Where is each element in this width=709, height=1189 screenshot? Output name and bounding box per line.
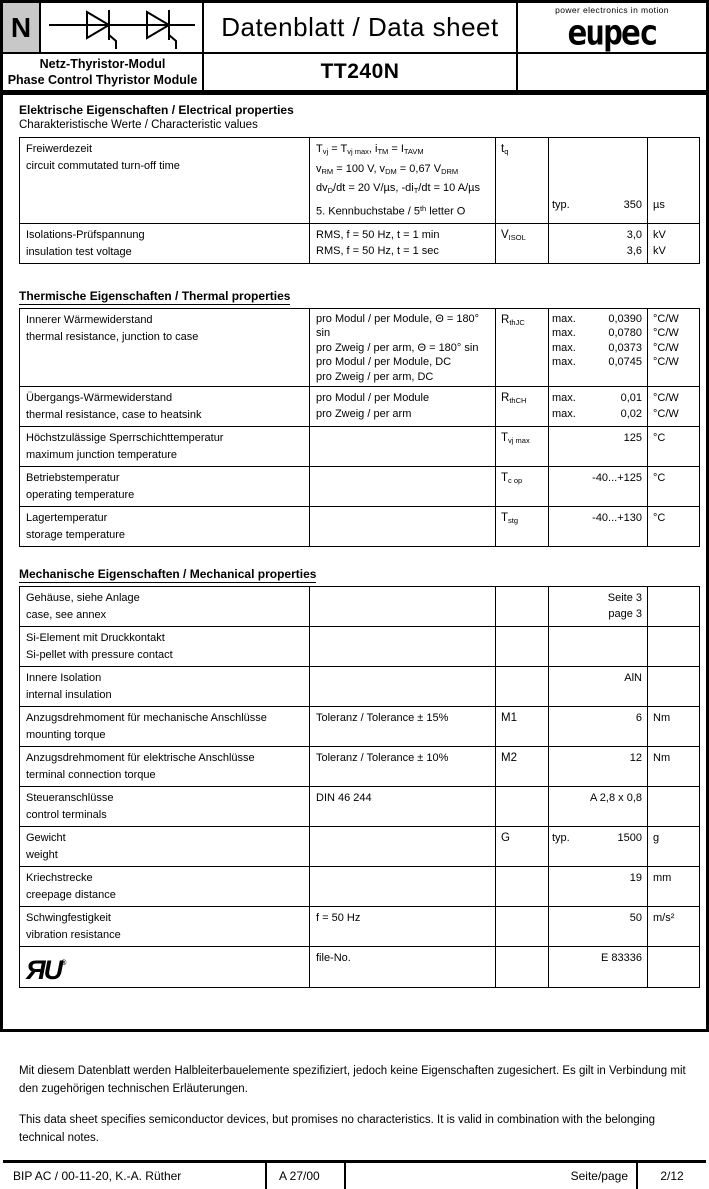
param-name-cell — [20, 467, 309, 506]
section-title-mechanical: Mechanische Eigenschaften / Mechanical properties — [19, 567, 317, 581]
unit-line: °C — [653, 432, 666, 444]
values-cell — [548, 747, 647, 786]
value-line — [552, 470, 642, 486]
values-cell — [548, 587, 647, 626]
value-line — [552, 312, 642, 327]
value-number: 3,6 — [626, 244, 642, 257]
values-cell — [548, 507, 647, 546]
value-number: -40...+130 — [592, 512, 642, 524]
unit-line: °C/W — [653, 341, 679, 354]
symbol-cell — [495, 627, 548, 666]
condition-line: pro Zweig / per arm, Θ = 180° sin — [316, 341, 479, 354]
param-name-de: Isolations-Prüfspannung — [26, 228, 145, 241]
unit-cell — [647, 627, 699, 666]
symbol-cell — [495, 667, 548, 706]
unit-cell — [647, 787, 699, 826]
values-cell — [548, 387, 647, 426]
symbol-cell: M2 — [495, 747, 548, 786]
condition-line: Toleranz / Tolerance ± 15% — [316, 712, 449, 724]
value-number: 0,0745 — [608, 356, 642, 368]
value-line — [552, 341, 642, 356]
part-number: TT240N — [204, 54, 518, 90]
table-row — [20, 746, 699, 786]
value-number: 1500 — [617, 832, 642, 844]
param-name-de: Höchstzulässige Sperrschichttemperatur — [26, 432, 224, 444]
param-name-en: Si-pellet with pressure contact — [26, 649, 173, 661]
values-cell — [548, 138, 647, 223]
header-empty-cell — [518, 54, 706, 90]
conditions-cell — [309, 467, 495, 506]
values-cell — [548, 867, 647, 906]
table-row — [20, 506, 699, 546]
conditions-cell — [309, 427, 495, 466]
condition-line: $dv_D/dt = 20$ V/µs, $-di_T/dt = 10$ A/µs — [316, 182, 480, 195]
value-line — [552, 197, 642, 213]
conditions-cell — [309, 587, 495, 626]
param-name-de: Schwingfestigkeit — [26, 912, 111, 924]
unit-line: kV — [653, 228, 666, 241]
param-name-de: Gehäuse, siehe Anlage — [26, 592, 140, 604]
module-type-de: Netz-Thyristor-Modul — [39, 57, 166, 71]
unit-line: °C/W — [653, 312, 679, 325]
unit-cell — [647, 309, 699, 387]
symbol-cell: M1 — [495, 707, 548, 746]
value-number: 0,0780 — [608, 327, 642, 339]
value-line — [552, 710, 642, 726]
symbol-cell: $T_{vj max}$ — [495, 427, 548, 466]
table-row — [20, 906, 699, 946]
conditions-cell — [309, 627, 495, 666]
param-name-de: Innere Isolation — [26, 672, 102, 684]
value-qualifier: max. — [552, 341, 576, 354]
unit-line: °C — [653, 512, 666, 524]
values-cell — [548, 224, 647, 263]
unit-cell — [647, 747, 699, 786]
unit-cell — [647, 507, 699, 546]
values-cell — [548, 667, 647, 706]
param-name-de: Lagertemperatur — [26, 512, 108, 524]
condition-line: 5. Kennbuchstabe / 5th letter O — [316, 203, 466, 217]
values-cell — [548, 427, 647, 466]
condition-line: pro Modul / per Module, Θ = 180° sin — [316, 312, 480, 339]
param-name-en: case, see annex — [26, 609, 107, 621]
value-number: page 3 — [608, 608, 642, 620]
symbol-cell — [495, 947, 548, 987]
param-name-cell — [20, 827, 309, 866]
conditions-cell — [309, 827, 495, 866]
param-name-cell — [20, 867, 309, 906]
table-row — [20, 626, 699, 666]
value-line — [552, 790, 642, 806]
brand-logo — [518, 3, 706, 54]
thyristor-symbol-icon — [47, 5, 197, 51]
section-title-thermal: Thermische Eigenschaften / Thermal properties — [19, 288, 291, 303]
unit-line: Nm — [653, 712, 671, 724]
param-name-cell — [20, 907, 309, 946]
value-number: AlN — [624, 672, 642, 684]
section-title-electrical: Elektrische Eigenschaften / Electrical properties — [19, 103, 294, 117]
value-line — [552, 910, 642, 926]
param-name-cell — [20, 507, 309, 546]
param-name-en: maximum junction temperature — [26, 449, 178, 461]
values-cell — [548, 467, 647, 506]
unit-cell — [647, 707, 699, 746]
value-number: 0,02 — [620, 408, 642, 420]
table-row — [20, 426, 699, 466]
conditions-cell — [309, 907, 495, 946]
value-number: 6 — [635, 712, 642, 724]
condition-line: $T_{vj} = T_{vj max}$, $i_{TM} = I_{TAVM}$ — [316, 143, 424, 156]
unit-line: °C/W — [653, 408, 679, 420]
param-name-cell — [20, 387, 309, 426]
symbol-cell — [495, 587, 548, 626]
param-name-de: Si-Element mit Druckkontakt — [26, 632, 165, 644]
param-name-de: Übergangs-Wärmewiderstand — [26, 392, 173, 404]
condition-line: pro Zweig / per arm — [316, 408, 412, 420]
brand-tagline: power electronics in motion — [555, 5, 669, 16]
value-number: 125 — [623, 432, 642, 444]
table-row — [20, 223, 699, 263]
value-number: -40...+125 — [592, 472, 642, 484]
unit-cell — [647, 587, 699, 626]
footer-bar — [3, 1160, 706, 1189]
value-line — [552, 870, 642, 886]
param-name-en: storage temperature — [26, 529, 126, 541]
condition-line: DIN 46 244 — [316, 792, 372, 804]
conditions-cell — [309, 309, 495, 387]
circuit-symbol-box — [41, 3, 204, 54]
value-qualifier: max. — [552, 312, 576, 325]
unit-line: µs — [653, 198, 665, 211]
param-name-cell — [20, 747, 309, 786]
unit-line: m/s² — [653, 912, 675, 924]
conditions-cell — [309, 707, 495, 746]
param-name-en: internal insulation — [26, 689, 112, 701]
condition-line: pro Zweig / per arm, DC — [316, 370, 434, 383]
value-line — [552, 750, 642, 766]
table-row — [20, 587, 699, 626]
symbol-cell: $t_q$ — [495, 138, 548, 223]
value-line — [552, 390, 642, 406]
unit-line: g — [653, 832, 660, 844]
param-name-cell — [20, 707, 309, 746]
value-qualifier: typ. — [552, 832, 570, 844]
values-cell — [548, 947, 647, 987]
param-name-en: thermal resistance, case to heatsink — [26, 409, 202, 421]
value-number: 12 — [629, 752, 642, 764]
disclaimer-block — [19, 1062, 688, 1160]
unit-line: °C/W — [653, 356, 679, 368]
table-row — [20, 786, 699, 826]
value-line — [552, 590, 642, 606]
param-name-de: Anzugsdrehmoment für mechanische Anschlüsse — [26, 712, 267, 724]
footer-page-label: Seite/page — [346, 1163, 638, 1189]
value-number: 350 — [623, 198, 642, 211]
electrical-properties-table — [19, 137, 700, 264]
value-number: 0,01 — [620, 392, 642, 404]
value-qualifier: max. — [552, 327, 576, 339]
manufacturer-letter: N — [10, 11, 32, 43]
unit-line: °C/W — [653, 392, 679, 404]
param-name-en: weight — [26, 849, 58, 861]
param-name-de: Steueranschlüsse — [26, 792, 114, 804]
symbol-cell — [495, 907, 548, 946]
ul-recognized-mark-icon: ЯU® — [26, 955, 67, 985]
param-name-en: creepage distance — [26, 889, 116, 901]
param-name-en: insulation test voltage — [26, 245, 132, 258]
table-row — [20, 138, 699, 223]
param-name-en: control terminals — [26, 809, 107, 821]
conditions-cell — [309, 787, 495, 826]
table-row — [20, 706, 699, 746]
eupec-logo: eupec — [567, 11, 657, 53]
table-row — [20, 386, 699, 426]
table-row — [20, 866, 699, 906]
param-name-de: Gewicht — [26, 832, 66, 844]
table-row — [20, 826, 699, 866]
manufacturer-letter-box — [3, 3, 41, 54]
condition-line: $v_{RM} = 100$ V, $v_{DM} = 0,67$ $V_{DRM}$ — [316, 162, 459, 176]
symbol-cell: $V_{ISOL}$ — [495, 224, 548, 263]
symbol-cell: $R_{thCH}$ — [495, 387, 548, 426]
unit-cell — [647, 827, 699, 866]
table-row — [20, 946, 699, 987]
param-name-en: circuit commutated turn-off time — [26, 160, 180, 172]
condition-line: RMS, f = 50 Hz, t = 1 sec — [316, 244, 439, 257]
symbol-cell: $R_{thJC}$ — [495, 309, 548, 387]
value-number: 0,0373 — [608, 341, 642, 354]
module-type — [3, 54, 204, 90]
condition-line: Toleranz / Tolerance ± 10% — [316, 752, 449, 764]
footer-doc-ref: BIP AC / 00-11-20, K.-A. Rüther — [3, 1163, 267, 1189]
value-line — [552, 606, 642, 622]
unit-line: °C/W — [653, 327, 679, 339]
unit-cell — [647, 667, 699, 706]
conditions-cell — [309, 138, 495, 223]
value-line — [552, 243, 642, 259]
footer-page-number: 2/12 — [660, 1169, 684, 1183]
value-line — [552, 326, 642, 341]
datasheet-title: Datenblatt / Data sheet — [204, 3, 518, 54]
registered-icon: ® — [61, 960, 67, 967]
param-name-cell — [20, 138, 309, 223]
param-name-de: Anzugsdrehmoment für elektrische Anschlüsse — [26, 752, 255, 764]
unit-cell — [647, 387, 699, 426]
param-name-de: Betriebstemperatur — [26, 472, 120, 484]
values-cell — [548, 907, 647, 946]
param-name-de: Kriechstrecke — [26, 872, 93, 884]
values-cell — [548, 787, 647, 826]
values-cell — [548, 707, 647, 746]
value-line — [552, 670, 642, 686]
condition-line: f = 50 Hz — [316, 912, 361, 924]
param-name-cell — [20, 309, 309, 387]
param-name-de: Freiwerdezeit — [26, 143, 93, 155]
symbol-cell: $T_{c op}$ — [495, 467, 548, 506]
value-line — [552, 950, 642, 966]
conditions-cell — [309, 867, 495, 906]
condition-line: RMS, f = 50 Hz, t = 1 min — [316, 228, 440, 241]
header-table — [3, 3, 706, 95]
thermal-properties-table — [19, 308, 700, 548]
unit-cell — [647, 427, 699, 466]
symbol-cell: $T_{stg}$ — [495, 507, 548, 546]
value-line — [552, 830, 642, 846]
unit-cell — [647, 224, 699, 263]
unit-cell — [647, 467, 699, 506]
param-name-en: mounting torque — [26, 729, 106, 741]
value-number: 3,0 — [626, 228, 642, 241]
value-number: 19 — [629, 872, 642, 884]
conditions-cell — [309, 947, 495, 987]
unit-cell — [647, 907, 699, 946]
disclaimer-de: Mit diesem Datenblatt werden Halbleiterbauelemente spezifiziert, jedoch keine Eigenschaften zugesichert. Es gilt in Verbindung mit den zugehörigen technischen Erläuterungen. — [19, 1065, 686, 1095]
param-name-cell — [20, 627, 309, 666]
value-line — [552, 430, 642, 446]
symbol-cell: G — [495, 827, 548, 866]
value-qualifier: typ. — [552, 198, 570, 211]
disclaimer-en: This data sheet specifies semiconductor devices, but promises no characteristics. It is valid in combination with the belonging technical notes. — [19, 1114, 656, 1144]
module-type-en: Phase Control Thyristor Module — [7, 73, 198, 87]
unit-line: °C — [653, 472, 666, 484]
ul-mark-cell — [20, 947, 309, 987]
value-qualifier: max. — [552, 392, 576, 404]
param-name-de: Innerer Wärmewiderstand — [26, 313, 153, 326]
value-number: 50 — [629, 912, 642, 924]
value-line — [552, 355, 642, 370]
param-name-cell — [20, 427, 309, 466]
values-cell — [548, 827, 647, 866]
value-number: A 2,8 x 0,8 — [590, 792, 642, 804]
value-qualifier: max. — [552, 356, 576, 368]
unit-cell — [647, 138, 699, 223]
param-name-en: vibration resistance — [26, 929, 121, 941]
footer-revision: A 27/00 — [267, 1163, 346, 1189]
unit-line: mm — [653, 872, 672, 884]
value-line — [552, 406, 642, 422]
conditions-cell — [309, 747, 495, 786]
value-line — [552, 510, 642, 526]
unit-line: Nm — [653, 752, 671, 764]
param-name-en: operating temperature — [26, 489, 135, 501]
symbol-cell — [495, 867, 548, 906]
param-name-en: terminal connection torque — [26, 769, 156, 781]
value-line — [552, 227, 642, 243]
unit-cell — [647, 947, 699, 987]
symbol-cell — [495, 787, 548, 826]
table-row — [20, 466, 699, 506]
param-name-cell — [20, 787, 309, 826]
conditions-cell — [309, 667, 495, 706]
mechanical-properties-table — [19, 586, 700, 988]
values-cell — [548, 309, 647, 387]
value-number: E 83336 — [601, 952, 642, 964]
param-name-en: thermal resistance, junction to case — [26, 330, 199, 343]
values-cell — [548, 627, 647, 666]
param-name-cell — [20, 587, 309, 626]
conditions-cell — [309, 507, 495, 546]
conditions-cell — [309, 387, 495, 426]
value-number: Seite 3 — [607, 592, 642, 604]
conditions-cell — [309, 224, 495, 263]
condition-line: file-No. — [316, 952, 351, 964]
unit-cell — [647, 867, 699, 906]
unit-line: kV — [653, 244, 666, 257]
value-number: 0,0390 — [608, 312, 642, 325]
value-qualifier: max. — [552, 408, 576, 420]
table-row — [20, 309, 699, 387]
section-subtitle-electrical: Charakteristische Werte / Characteristic values — [19, 119, 258, 131]
table-row — [20, 666, 699, 706]
param-name-cell — [20, 667, 309, 706]
param-name-cell — [20, 224, 309, 263]
condition-line: pro Modul / per Module — [316, 392, 430, 404]
condition-line: pro Modul / per Module, DC — [316, 356, 452, 368]
